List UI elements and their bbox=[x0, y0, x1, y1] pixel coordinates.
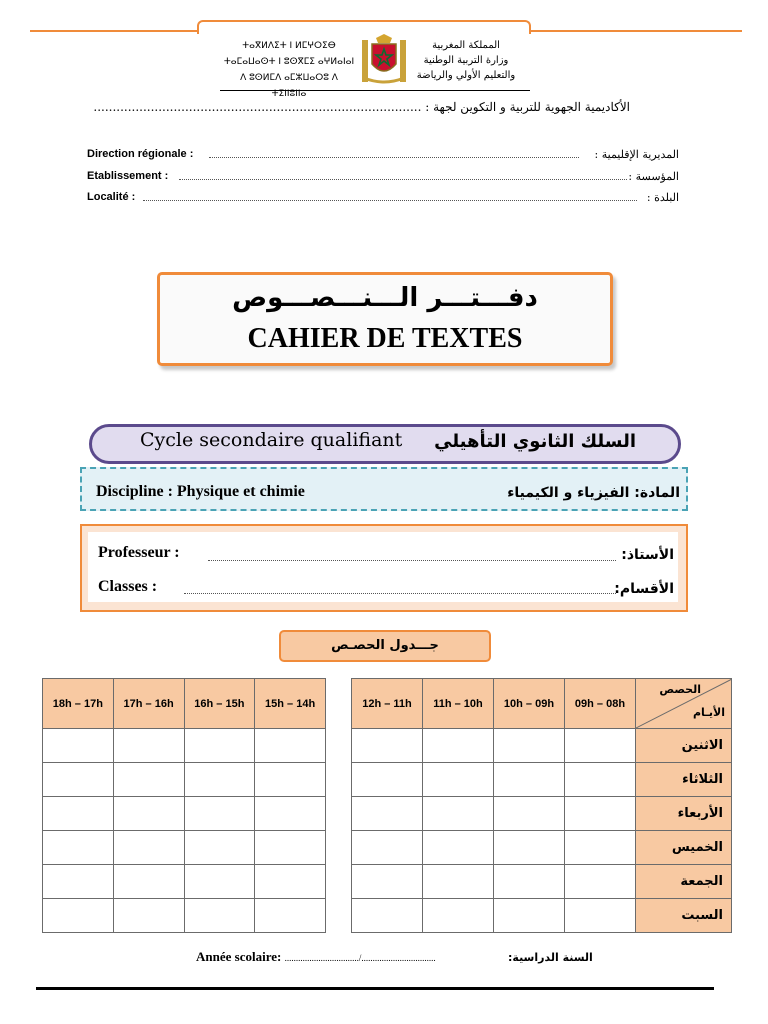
schedule-cell[interactable] bbox=[565, 729, 636, 763]
teacher-box bbox=[80, 524, 688, 612]
establishment-label-fr: Etablissement : bbox=[87, 170, 169, 182]
table-row bbox=[352, 899, 732, 933]
header-orange-tab bbox=[197, 20, 531, 34]
schedule-cell[interactable] bbox=[352, 831, 423, 865]
tifinagh-line-1: ⵜⴰⴳⵍⴷⵉⵜ ⵏ ⵍⵎⵖⵔⵉⴱ bbox=[242, 41, 336, 51]
classes-label-ar: الأقسام: bbox=[614, 581, 674, 597]
schedule-cell[interactable] bbox=[43, 797, 114, 831]
header-10-09: 10h – 09h bbox=[494, 679, 565, 729]
schedule-cell[interactable] bbox=[565, 899, 636, 933]
professor-label-ar: الأستاذ: bbox=[621, 547, 674, 563]
table-row bbox=[43, 831, 326, 865]
header-18-17: 18h – 17h bbox=[43, 679, 114, 729]
schedule-cell[interactable] bbox=[113, 763, 184, 797]
table-row bbox=[43, 729, 326, 763]
schedule-cell[interactable] bbox=[255, 831, 326, 865]
schedule-cell[interactable] bbox=[113, 831, 184, 865]
schedule-cell[interactable] bbox=[565, 865, 636, 899]
schedule-cell[interactable] bbox=[494, 763, 565, 797]
academy-label: الأكاديمية الجهوية للتربية و التكوين لجهة : bbox=[425, 100, 630, 114]
coat-of-arms-icon bbox=[358, 34, 410, 86]
schedule-cell[interactable] bbox=[423, 763, 494, 797]
locality-blank[interactable] bbox=[143, 200, 637, 201]
schedule-cell[interactable] bbox=[494, 797, 565, 831]
day-saturday: السبت bbox=[636, 899, 732, 933]
tifinagh-line-3: ⴷ ⵓⵙⵍⵎⴷ ⴰⵎⵣⵡⴰⵔⵓ ⴷ ⵜⵉⵏⵏⵓⵏⵏⴰ bbox=[240, 73, 338, 99]
school-year-fr bbox=[196, 949, 436, 965]
schedule-cell[interactable] bbox=[113, 729, 184, 763]
header-09-08: 09h – 08h bbox=[565, 679, 636, 729]
classes-blank[interactable] bbox=[184, 593, 616, 594]
professor-label-fr: Professeur : bbox=[98, 544, 180, 561]
schedule-cell[interactable] bbox=[565, 797, 636, 831]
schedule-cell[interactable] bbox=[255, 763, 326, 797]
schedule-cell[interactable] bbox=[43, 763, 114, 797]
academy-dots: ...................................................................................... bbox=[93, 100, 422, 114]
schedule-cell[interactable] bbox=[352, 729, 423, 763]
header-15-14: 15h – 14h bbox=[255, 679, 326, 729]
school-year-label-ar: السنة الدراسية: bbox=[508, 951, 593, 964]
schedule-cell[interactable] bbox=[352, 763, 423, 797]
discipline-label-ar: المادة: الفيزياء و الكيمياء bbox=[507, 485, 680, 501]
table-row bbox=[43, 797, 326, 831]
morning-schedule-table bbox=[351, 678, 732, 933]
establishment-blank[interactable] bbox=[179, 179, 627, 180]
direction-label-ar: المديرية الإقليمية : bbox=[594, 148, 679, 161]
schedule-cell[interactable] bbox=[184, 797, 255, 831]
schedule-cell[interactable] bbox=[184, 729, 255, 763]
day-monday: الاثنين bbox=[636, 729, 732, 763]
table-row bbox=[352, 729, 732, 763]
schedule-title: جـــدول الحصـص bbox=[279, 630, 491, 662]
schedule-cell[interactable] bbox=[423, 865, 494, 899]
schedule-cell[interactable] bbox=[113, 865, 184, 899]
schedule-cell[interactable] bbox=[184, 865, 255, 899]
direction-label-fr: Direction régionale : bbox=[87, 148, 194, 160]
schedule-cell[interactable] bbox=[423, 831, 494, 865]
table-row bbox=[352, 831, 732, 865]
cycle-label-ar: السلك الثانوي التأهيلي bbox=[434, 431, 636, 452]
header-16-15: 16h – 15h bbox=[184, 679, 255, 729]
footer-line bbox=[36, 987, 714, 990]
schedule-cell[interactable] bbox=[494, 831, 565, 865]
corner-sessions-label: الحصص bbox=[659, 683, 701, 696]
discipline-label-fr: Discipline : Physique et chimie bbox=[96, 483, 305, 500]
schedule-cell[interactable] bbox=[113, 899, 184, 933]
table-row bbox=[43, 865, 326, 899]
afternoon-schedule-table bbox=[42, 678, 326, 933]
morning-header-row bbox=[352, 679, 732, 729]
title-box bbox=[157, 272, 613, 366]
academy-line bbox=[90, 100, 630, 114]
schedule-cell[interactable] bbox=[494, 865, 565, 899]
school-year-blank[interactable]: ................................./................................. bbox=[284, 953, 436, 963]
schedule-cell[interactable] bbox=[43, 831, 114, 865]
professor-blank[interactable] bbox=[208, 560, 616, 561]
title-arabic: دفـــتـــر الـــنـــصـــوص bbox=[232, 283, 538, 313]
table-row bbox=[43, 763, 326, 797]
schedule-cell[interactable] bbox=[43, 865, 114, 899]
classes-label-fr: Classes : bbox=[98, 578, 158, 595]
schedule-cell[interactable] bbox=[494, 899, 565, 933]
schedule-cell[interactable] bbox=[352, 797, 423, 831]
table-row bbox=[352, 865, 732, 899]
discipline-box bbox=[80, 467, 688, 511]
ministry-name-line-2: والتعليم الأولي والرياضة bbox=[416, 70, 516, 81]
teacher-box-inner bbox=[88, 532, 678, 602]
locality-field[interactable] bbox=[87, 191, 679, 209]
afternoon-header-row bbox=[43, 679, 326, 729]
table-row bbox=[352, 763, 732, 797]
schedule-cell[interactable] bbox=[352, 899, 423, 933]
title-french: CAHIER DE TEXTES bbox=[247, 323, 523, 354]
cycle-label-fr: Cycle secondaire qualifiant bbox=[140, 429, 403, 451]
corner-header bbox=[636, 679, 732, 729]
schedule-cell[interactable] bbox=[494, 729, 565, 763]
schedule-cell[interactable] bbox=[184, 899, 255, 933]
schedule-cell[interactable] bbox=[565, 763, 636, 797]
day-friday: الجمعة bbox=[636, 865, 732, 899]
schedule-cell[interactable] bbox=[255, 797, 326, 831]
corner-header-cell bbox=[636, 679, 731, 728]
schedule-cell[interactable] bbox=[255, 729, 326, 763]
header-17-16: 17h – 16h bbox=[113, 679, 184, 729]
schedule-cell[interactable] bbox=[184, 831, 255, 865]
table-row bbox=[43, 899, 326, 933]
cycle-banner bbox=[89, 424, 681, 464]
establishment-field[interactable] bbox=[87, 170, 679, 188]
schedule-cell[interactable] bbox=[423, 899, 494, 933]
schedule-cell[interactable] bbox=[352, 865, 423, 899]
direction-blank[interactable] bbox=[209, 157, 579, 158]
day-tuesday: الثلاثاء bbox=[636, 763, 732, 797]
schedule-cell[interactable] bbox=[43, 899, 114, 933]
ministry-name: وزارة التربية الوطنية bbox=[423, 55, 509, 66]
schedule-cell[interactable] bbox=[423, 729, 494, 763]
corner-days-label: الأيـام bbox=[692, 706, 725, 719]
school-year-label-fr: Année scolaire: bbox=[196, 949, 282, 964]
header-underline bbox=[220, 90, 530, 91]
schedule-cell[interactable] bbox=[255, 865, 326, 899]
header-11-10: 11h – 10h bbox=[423, 679, 494, 729]
day-wednesday: الأربعاء bbox=[636, 797, 732, 831]
locality-label-ar: البلدة : bbox=[646, 191, 679, 204]
tifinagh-line-2: ⵜⴰⵎⴰⵡⴰⵙⵜ ⵏ ⵓⵙⴳⵎⵉ ⴰⵖⵍⴰⵏⴰⵏ bbox=[223, 57, 355, 67]
schedule-cell[interactable] bbox=[43, 729, 114, 763]
header-12-11: 12h – 11h bbox=[352, 679, 423, 729]
table-row bbox=[352, 797, 732, 831]
day-thursday: الخميس bbox=[636, 831, 732, 865]
schedule-cell[interactable] bbox=[113, 797, 184, 831]
locality-label-fr: Localité : bbox=[87, 191, 136, 203]
kingdom-name: المملكة المغربية bbox=[432, 40, 500, 51]
schedule-cell[interactable] bbox=[184, 763, 255, 797]
direction-field[interactable] bbox=[87, 148, 679, 166]
schedule-cell[interactable] bbox=[255, 899, 326, 933]
schedule-cell[interactable] bbox=[565, 831, 636, 865]
establishment-label-ar: المؤسسة : bbox=[628, 170, 679, 183]
schedule-cell[interactable] bbox=[423, 797, 494, 831]
